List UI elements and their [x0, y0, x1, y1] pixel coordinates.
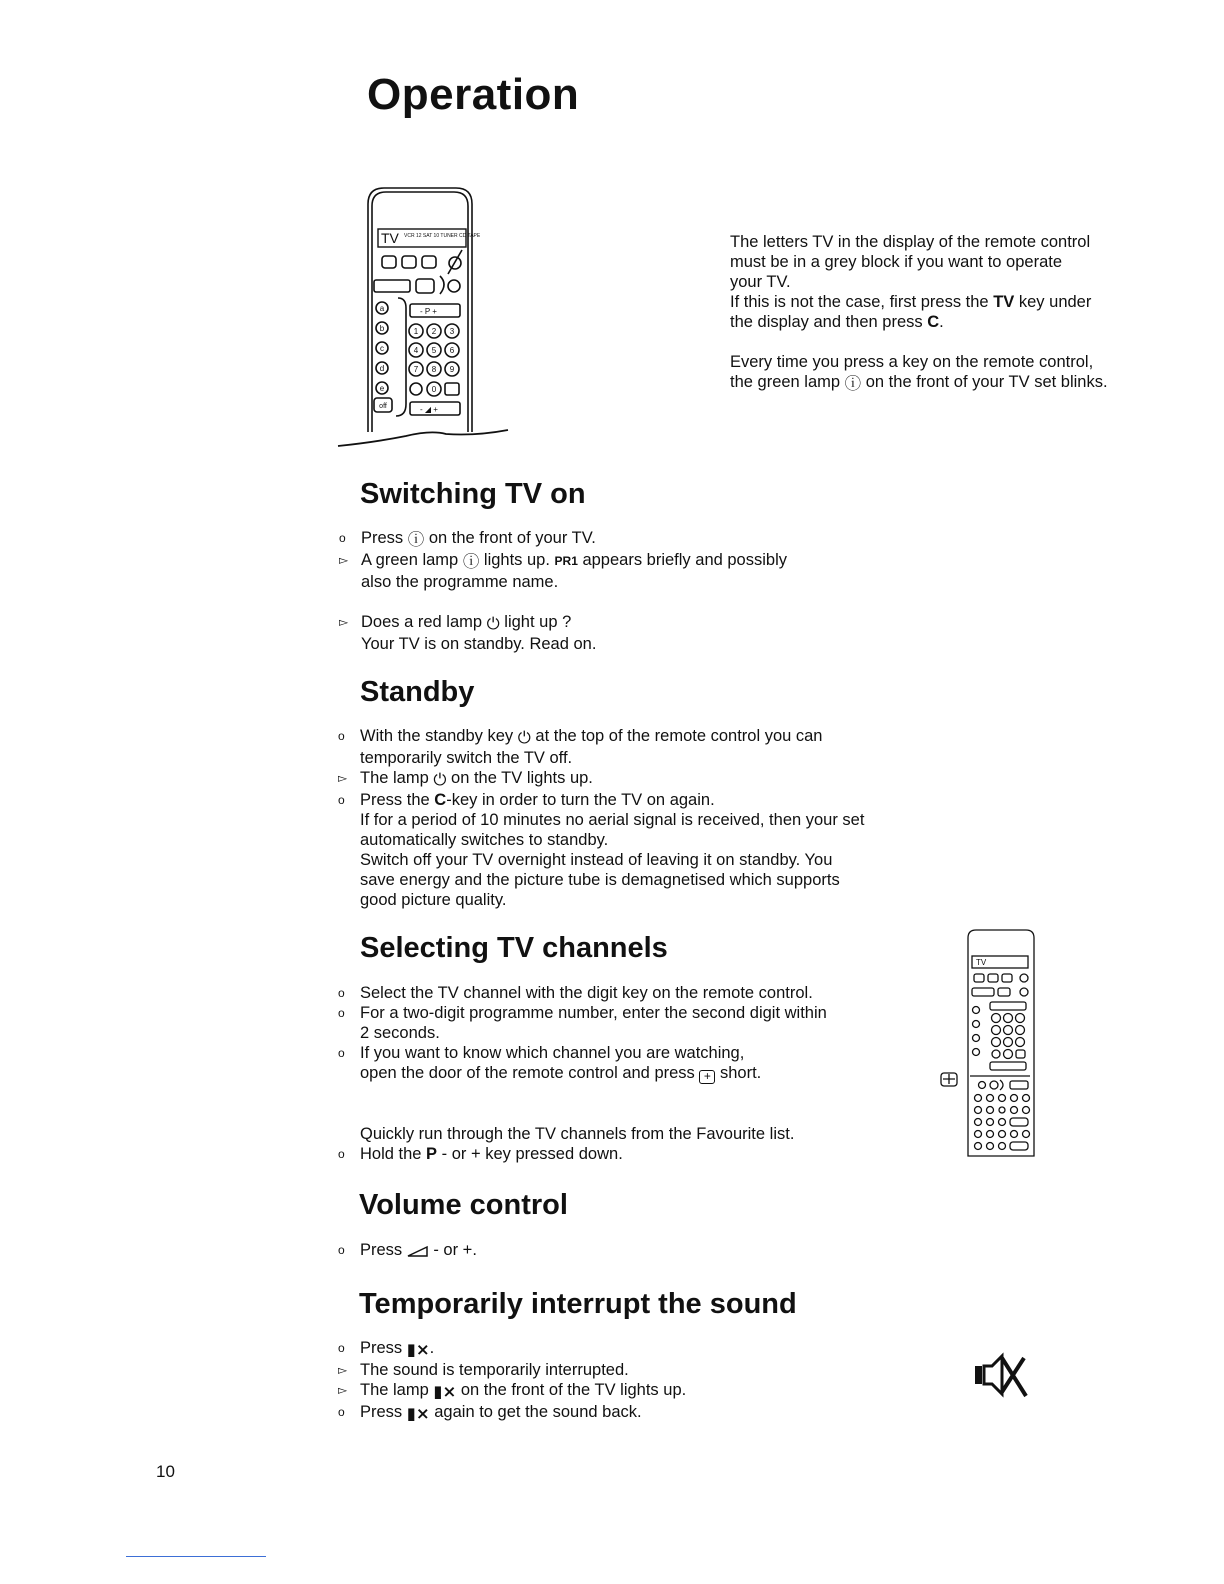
remote-digit: 4 [413, 346, 419, 355]
selecting-list [338, 983, 918, 1164]
green-lamp-icon: ⓘ [462, 553, 480, 571]
mute-icon: ▮⨯ [433, 1383, 457, 1401]
remote-digit: 5 [431, 346, 437, 355]
standby-icon: ⏻ [433, 771, 447, 789]
arrow-icon: ▻ [338, 1383, 348, 1397]
bullet-icon: o [338, 1405, 345, 1419]
arrow-icon: ▻ [339, 615, 349, 629]
footer-divider [126, 1556, 266, 1557]
list-item: o Hold the P - or + key pressed down. [338, 1145, 623, 1163]
remote-display-sub: VCR 12 SAT 10 TUNER CD TAPE [404, 233, 481, 239]
page-number: 10 [156, 1462, 175, 1481]
remote-display-text: TV [381, 230, 399, 246]
section-heading-volume: Volume control [359, 1189, 568, 1221]
bullet-icon: o [338, 986, 345, 1000]
remote-side-key: a [379, 304, 385, 313]
remote-digit: 9 [449, 365, 455, 374]
section-heading-switching: Switching TV on [360, 478, 586, 510]
volume-icon [407, 1245, 429, 1257]
section-heading-standby: Standby [360, 676, 475, 708]
bullet-icon: o [338, 1147, 345, 1161]
list-item: o With the standby key ⏻ at the top of the remote control you can temporarily switch the TV off. [338, 727, 823, 767]
bullet-icon: o [339, 531, 346, 545]
green-lamp-icon: ⓘ [844, 375, 862, 393]
standby-list [338, 726, 938, 910]
remote-digit: 0 [431, 385, 437, 394]
remote-side-key: b [379, 324, 385, 333]
list-item: ▻ A green lamp ⓘ lights up. PR1 appears briefly and possibly also the programme name. [339, 551, 787, 591]
list-item: ▻ The lamp ⏻ on the TV lights up. [338, 769, 593, 789]
standby-icon: ⏻ [517, 729, 531, 747]
remote-vol-label: - ◢ + [420, 405, 438, 414]
remote-control-illustration [336, 184, 512, 450]
list-item: o For a two-digit programme number, enter the second digit within 2 seconds. [338, 1004, 827, 1042]
remote-digit: 2 [431, 327, 437, 336]
arrow-icon: ▻ [338, 1363, 348, 1377]
info-key-icon: + [699, 1070, 715, 1084]
bullet-icon: o [338, 793, 345, 807]
list-item: o Press - or +. [338, 1241, 477, 1259]
remote-side-key: c [380, 344, 384, 353]
arrow-icon: ▻ [339, 553, 349, 567]
remote-digit: 8 [431, 365, 437, 374]
switching-list [339, 528, 899, 654]
section-heading-selecting: Selecting TV channels [360, 932, 668, 964]
list-item: ▻ The sound is temporarily interrupted. [338, 1361, 629, 1379]
remote-digit: 3 [449, 327, 455, 336]
mute-icon: ▮⨯ [406, 1341, 430, 1359]
bullet-icon: o [338, 1341, 345, 1355]
page-title: Operation [367, 70, 580, 119]
remote-control-small-illustration [938, 928, 1038, 1160]
arrow-icon: ▻ [338, 771, 348, 785]
bullet-icon: o [338, 1046, 345, 1060]
volume-list [338, 1240, 738, 1260]
remote-side-key: off [379, 403, 387, 410]
remote-digit: 7 [413, 365, 419, 374]
mute-icon: ▮⨯ [406, 1405, 430, 1423]
remote-digit: 1 [413, 327, 419, 336]
standby-icon: ⏻ [486, 615, 500, 633]
mute-icon [972, 1350, 1032, 1400]
list-item: o Press the C-key in order to turn the TV on again. If for a period of 10 minutes no aerial signal is received, then your set automatically switches to standby. Switch off your TV overnight instead of leaving it on standby. You save energy and the picture tube is demagnetised which supports good picture quality. [338, 791, 865, 909]
remote-prog-label: - P + [420, 307, 437, 316]
mute-list [338, 1338, 898, 1424]
section-heading-mute: Temporarily interrupt the sound [359, 1288, 797, 1320]
remote-small-display-text: TV [976, 958, 987, 967]
remote-side-key: d [379, 364, 385, 373]
bullet-icon: o [338, 729, 345, 743]
bullet-icon: o [338, 1006, 345, 1020]
list-item: ▻ The lamp ▮⨯ on the front of the TV lights up. [338, 1381, 687, 1401]
list-item: o Press ⓘ on the front of your TV. [339, 529, 596, 549]
remote-side-key: e [379, 384, 385, 393]
list-item: ▻ Does a red lamp ⏻ light up ? Your TV is on standby. Read on. [339, 613, 597, 653]
list-item: Quickly run through the TV channels from the Favourite list. [360, 1125, 795, 1143]
remote-digit: 6 [449, 346, 455, 355]
list-item: o Press ▮⨯. [338, 1339, 435, 1359]
power-button-icon: ⓘ [407, 531, 425, 549]
bullet-icon: o [338, 1243, 345, 1257]
list-item: o Press ▮⨯ again to get the sound back. [338, 1403, 642, 1423]
intro-text: The letters TV in the display of the remote control must be in a grey block if you want to operate your TV. If this is not the case, first press the TV key under the display and then press C. Every time you press a key on the remote control, the green lamp ⓘ on the front of your TV set blinks. [730, 233, 1108, 393]
list-item: o Select the TV channel with the digit key on the remote control. [338, 984, 813, 1002]
list-item: o If you want to know which channel you are watching, open the door of the remote control and press + short. [338, 1044, 762, 1083]
